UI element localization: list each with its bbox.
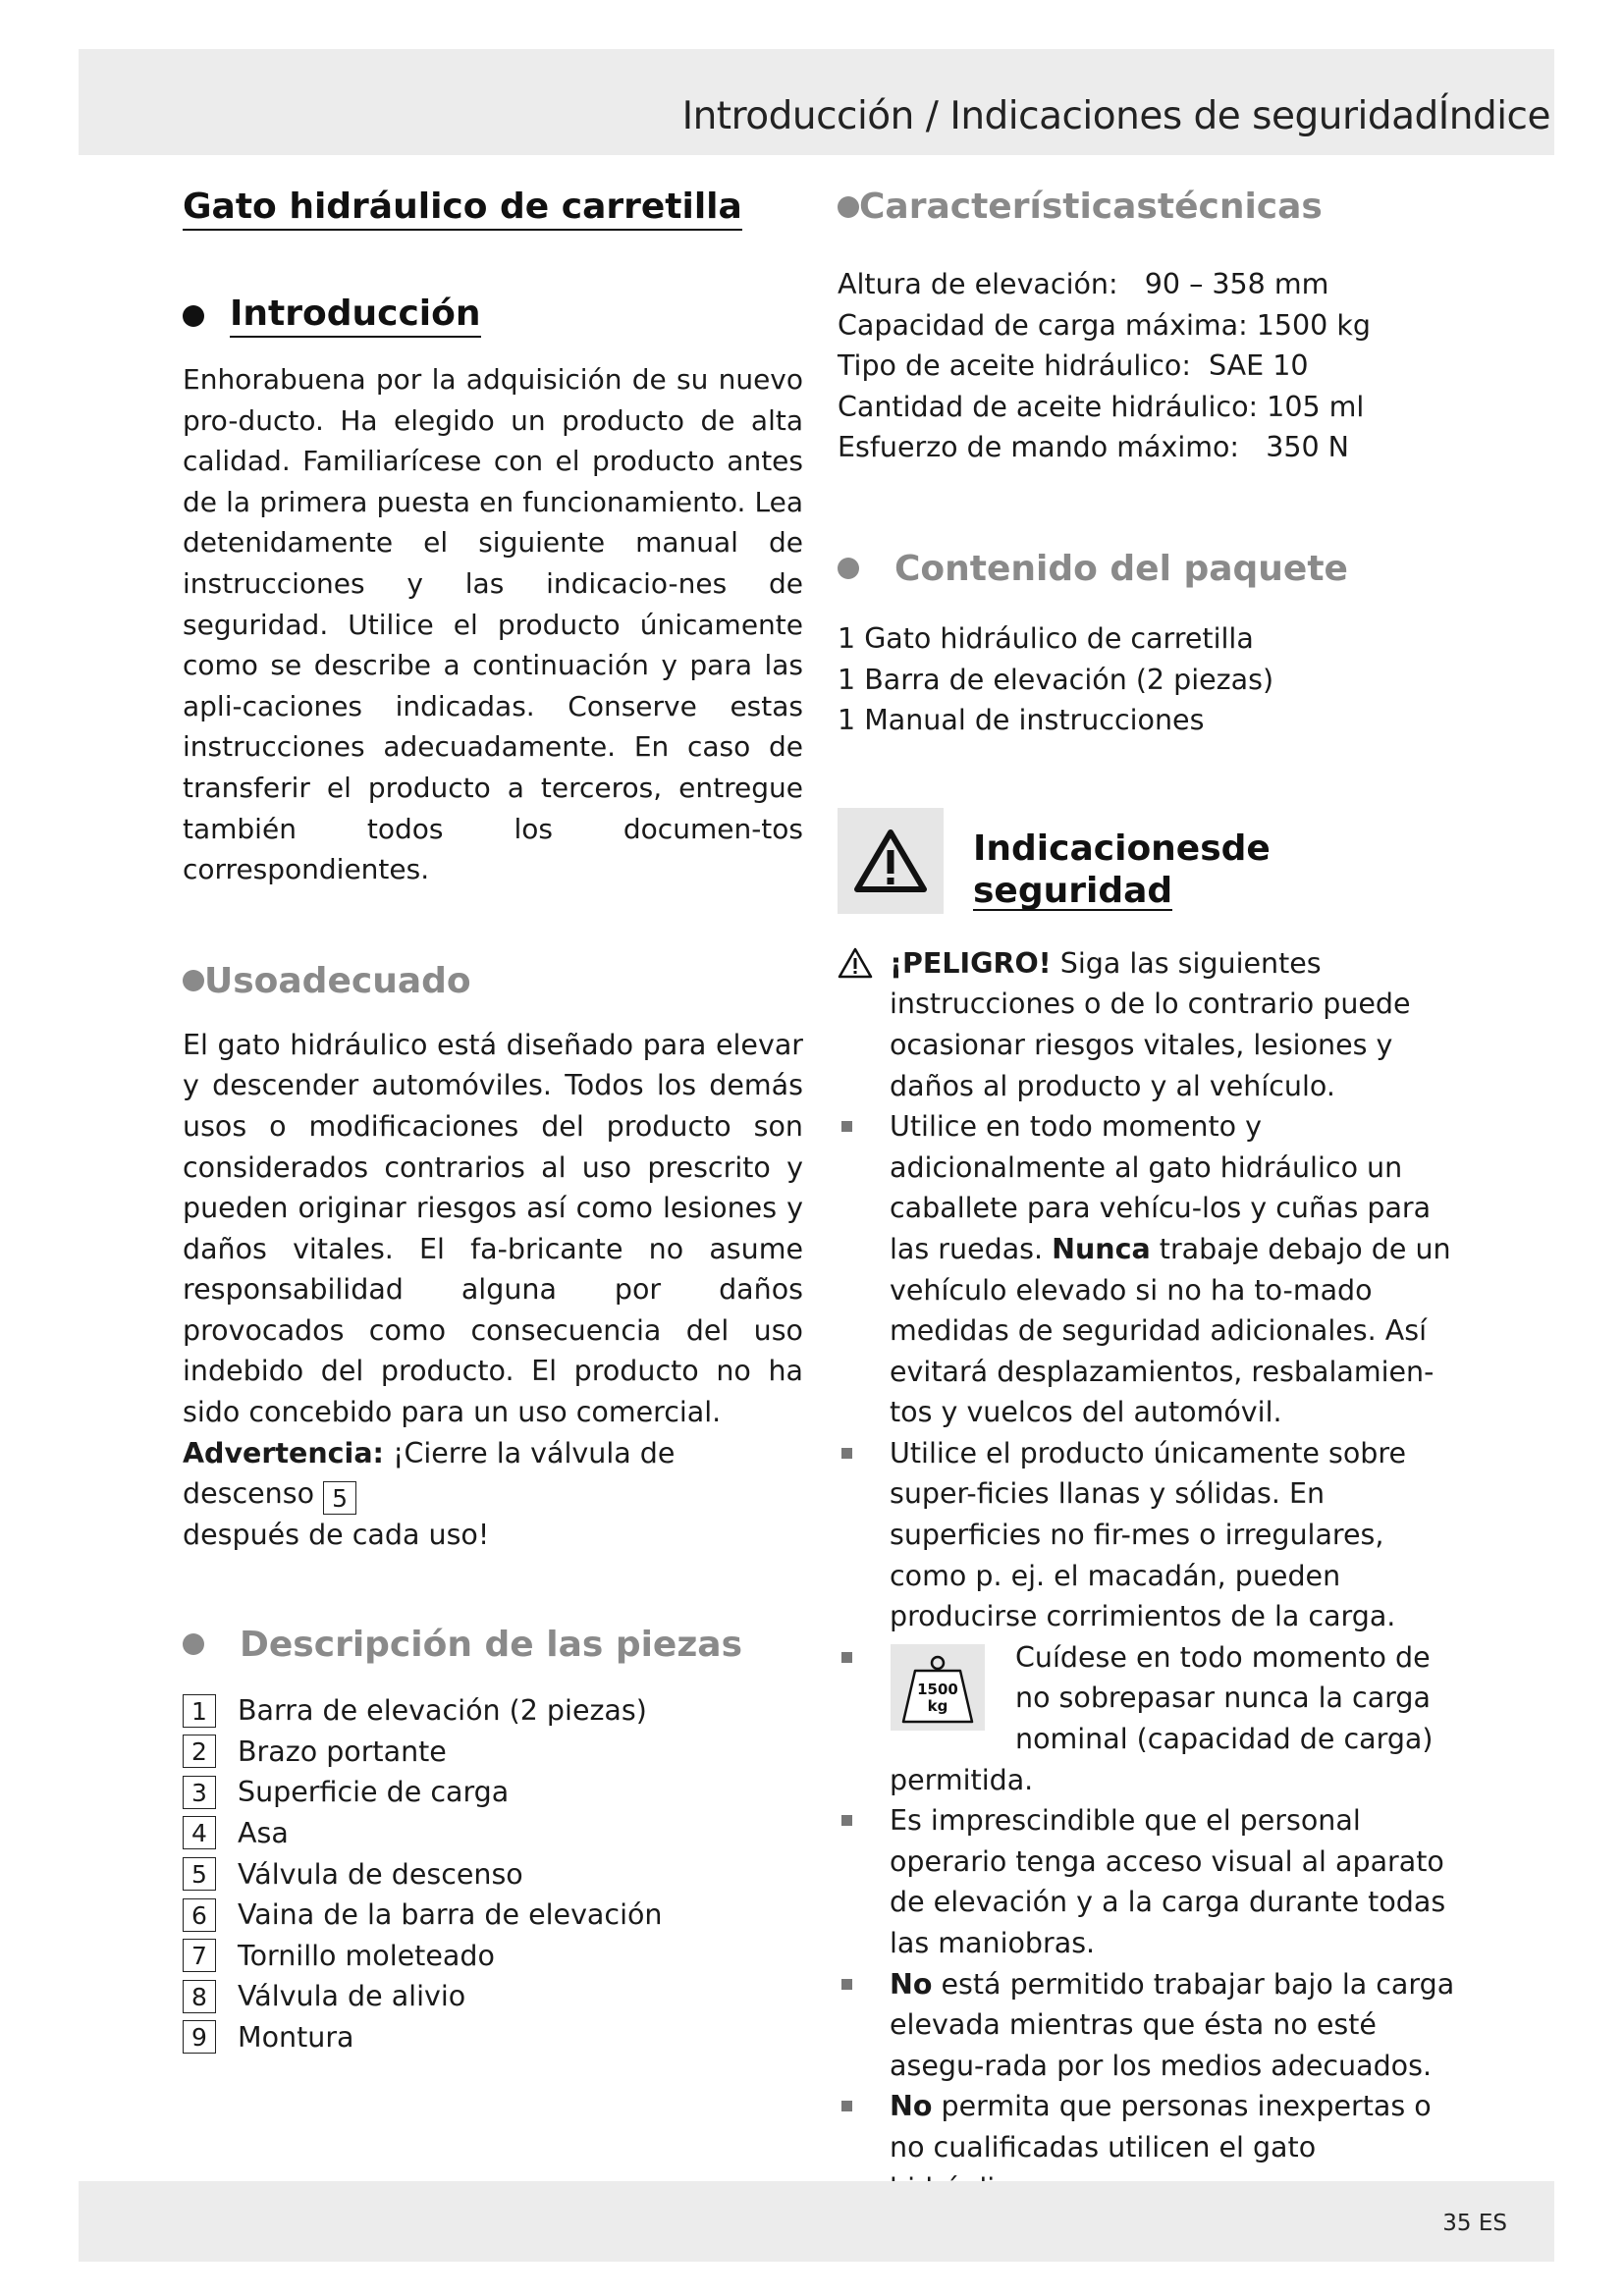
bullet-text: permita que personas inexpertas o no cualificadas utilicen el gato xyxy=(890,2090,1432,2163)
document-title: Gato hidráulico de carretilla xyxy=(183,187,742,231)
list-item xyxy=(183,1895,803,1936)
intro-heading xyxy=(183,294,803,338)
spec-line: Esfuerzo de mando máximo: 350 N xyxy=(838,431,1349,464)
part-label: Válvula de alivio xyxy=(238,1980,466,2013)
list-item: 1 Manual de instrucciones xyxy=(838,704,1205,737)
use-body: El gato hidráulico está diseñado para elevar y descender automóviles. Todos los demás usos o modificaciones del producto son considerados contrarios al uso prescrito y pueden originar riesgos así como lesiones y daños vitales. El fa-bricante no asume responsabilidad alguna por daños provocados como consecuencia del uso indebido del producto. El producto no ha sido concebido para un uso comercial. xyxy=(183,1028,803,1429)
specs-list xyxy=(838,264,1466,468)
package-list xyxy=(838,618,1466,741)
warning-after: después de cada uso! xyxy=(183,1519,490,1552)
square-bullet-icon xyxy=(841,1652,852,1663)
spec-line: Tipo de aceite hidráulico: SAE 10 xyxy=(838,349,1309,383)
part-number: 9 xyxy=(183,2020,216,2054)
part-number: 5 xyxy=(183,1857,216,1891)
part-number: 2 xyxy=(183,1735,216,1768)
list-item xyxy=(183,1772,803,1813)
safety-bullet xyxy=(838,1106,1466,1433)
list-item xyxy=(183,1690,803,1732)
bullet-bold: Nunca xyxy=(1052,1232,1151,1265)
use-heading xyxy=(183,961,803,1001)
warning-label: Advertencia: xyxy=(183,1436,384,1469)
intro-heading-text: Introducción xyxy=(230,294,481,338)
safety-bullet xyxy=(838,1637,1466,1800)
list-item xyxy=(183,2017,803,2058)
square-bullet-icon xyxy=(841,1448,852,1459)
square-bullet-icon xyxy=(841,1979,852,1990)
bullet-dot-icon xyxy=(183,970,204,991)
part-ref-box: 5 xyxy=(323,1481,356,1515)
square-bullet-icon xyxy=(841,1121,852,1132)
safety-bullet xyxy=(838,1964,1466,2087)
bullet-text: permitida. xyxy=(890,1763,1034,1796)
bullet-dot-icon xyxy=(838,558,859,579)
danger-notice xyxy=(838,943,1466,1106)
safety-bullet xyxy=(838,1800,1466,1963)
part-label: Montura xyxy=(238,2020,354,2054)
danger-text: Siga las siguientes instrucciones o de lo contrario puede ocasionar riesgos vitales, lesiones y daños al producto y al vehículo. xyxy=(890,946,1411,1102)
bullet-bold: No xyxy=(890,1967,933,2001)
right-column xyxy=(838,187,1466,2209)
part-number: 3 xyxy=(183,1776,216,1809)
bullet-text: está permitido trabajar bajo la carga elevada mientras que ésta no esté asegu-rada por los medios adecuados. xyxy=(890,1967,1455,2082)
part-label: Tornillo moleteado xyxy=(238,1939,495,1972)
part-label: Vaina de la barra de elevación xyxy=(238,1898,663,1932)
bullet-text: Utilice en todo momento y adicionalmente al gato hidráulico un caballete para vehícu-los y cuñas para las ruedas. xyxy=(890,1110,1432,1265)
spec-line: Capacidad de carga máxima: 1500 kg xyxy=(838,308,1371,342)
header-band xyxy=(79,49,1554,155)
page-number: 35 ES xyxy=(1442,2211,1507,2236)
use-warning xyxy=(183,1433,803,1556)
safety-heading-line2: seguridad xyxy=(973,870,1173,911)
safety-bullet xyxy=(838,1433,1466,1637)
bullet-text: Utilice el producto únicamente sobre super-ficies llanas y sólidas. En superficies no fir-mes o irregulares, como p. ej. el macadán, pueden producirse corrimientos de la carga. xyxy=(890,1436,1406,1633)
list-item xyxy=(183,1731,803,1772)
bullet-dot-icon xyxy=(838,196,859,218)
bullet-text: Es imprescindible que el personal operario tenga acceso visual al aparato de elevación y a la carga durante todas las maniobras. xyxy=(890,1804,1446,1959)
spec-line: Altura de elevación: 90 – 358 mm xyxy=(838,268,1329,300)
intro-body: Enhorabuena por la adquisición de su nuevo pro-ducto. Ha elegido un producto de alta calidad. Familiarícese con el producto antes de la primera puesta en funcionamiento. Lea detenidamente el siguiente manual de instrucciones y las indicacio-nes de seguridad. Utilice el producto únicamente como se describe a continuación y para las apli-caciones indicadas. Conserve estas instrucciones adecuadamente. En caso de transferir el producto a terceros, entregue también todos los documen-tos correspondientes. xyxy=(183,363,803,886)
list-item: 1 Barra de elevación (2 piezas) xyxy=(838,663,1274,696)
bullet-dot-icon xyxy=(183,305,204,327)
load-icon-unit: kg xyxy=(927,1696,948,1715)
header-title: Introducción / Indicaciones de seguridadÍndice xyxy=(681,94,1550,138)
danger-triangle-icon xyxy=(838,947,873,979)
safety-heading-block xyxy=(838,808,1466,914)
bullet-text: trabaje debajo de un vehículo elevado si no ha to-mado medidas de seguridad adicionales. Así evitará desplazamientos, resbalamien-tos y vuelcos del automóvil. xyxy=(890,1232,1451,1429)
part-number: 6 xyxy=(183,1898,216,1932)
spec-line: Cantidad de aceite hidráulico: 105 ml xyxy=(838,390,1365,423)
part-label: Brazo portante xyxy=(238,1735,447,1768)
package-heading-text: Contenido del paquete xyxy=(894,548,1348,589)
warning-text: ¡Cierre la válvula de descenso xyxy=(183,1436,676,1511)
part-label: Válvula de descenso xyxy=(238,1857,523,1891)
left-column xyxy=(183,187,803,2057)
bullet-text: Cuídese en todo momento de no sobrepasar nunca la carga nominal (capacidad de carga) xyxy=(1015,1640,1434,1756)
list-item: 1 Gato hidráulico de carretilla xyxy=(838,621,1254,655)
list-item xyxy=(183,1976,803,2017)
bullet-bold: No xyxy=(890,2090,933,2123)
parts-heading-text: Descripción de las piezas xyxy=(240,1624,743,1665)
load-icon-value: 1500 xyxy=(917,1680,958,1698)
warning-triangle-icon xyxy=(838,808,944,914)
part-label: Barra de elevación (2 piezas) xyxy=(238,1694,647,1728)
danger-label: ¡PELIGRO! xyxy=(890,946,1052,980)
package-heading xyxy=(838,549,1466,589)
use-heading-text: Usoadecuado xyxy=(204,960,471,1001)
list-item xyxy=(183,1935,803,1976)
specs-heading-text: Característicastécnicas xyxy=(859,187,1323,227)
part-number: 7 xyxy=(183,1939,216,1972)
safety-heading-line1: Indicacionesde xyxy=(973,828,1271,869)
specs-heading xyxy=(838,187,1466,227)
part-label: Superficie de carga xyxy=(238,1776,510,1809)
safety-heading xyxy=(973,828,1271,912)
square-bullet-icon xyxy=(841,1815,852,1826)
part-number: 8 xyxy=(183,1980,216,2013)
list-item xyxy=(183,1813,803,1854)
bullet-dot-icon xyxy=(183,1633,204,1655)
parts-heading xyxy=(183,1625,803,1665)
square-bullet-icon xyxy=(841,2101,852,2111)
parts-list xyxy=(183,1690,803,2057)
max-load-weight-icon xyxy=(890,1643,986,1732)
part-number: 4 xyxy=(183,1816,216,1849)
list-item xyxy=(183,1853,803,1895)
part-label: Asa xyxy=(238,1816,289,1849)
footer-band xyxy=(79,2181,1554,2262)
part-number: 1 xyxy=(183,1694,216,1728)
